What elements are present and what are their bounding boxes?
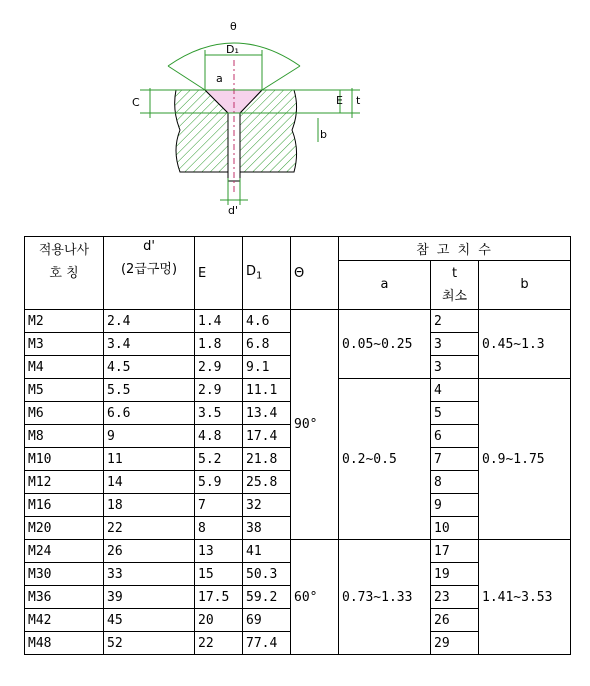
cell-e: 15 bbox=[195, 563, 243, 586]
cell-d-prime: 14 bbox=[104, 471, 195, 494]
countersink-drawing bbox=[0, 0, 590, 225]
cell-d1: 69 bbox=[243, 609, 291, 632]
cell-e: 7 bbox=[195, 494, 243, 517]
cell-theta-60: 60° bbox=[291, 540, 339, 655]
cell-e: 5.2 bbox=[195, 448, 243, 471]
c-label: C bbox=[132, 96, 140, 109]
cell-e: 1.8 bbox=[195, 333, 243, 356]
cell-name: M42 bbox=[25, 609, 104, 632]
cell-t: 6 bbox=[431, 425, 479, 448]
cell-a-group1: 0.05~0.25 bbox=[339, 310, 431, 379]
d1-label: D₁ bbox=[226, 43, 239, 56]
cell-t: 8 bbox=[431, 471, 479, 494]
cell-d-prime: 11 bbox=[104, 448, 195, 471]
cell-t: 3 bbox=[431, 356, 479, 379]
cell-t: 2 bbox=[431, 310, 479, 333]
cell-t: 19 bbox=[431, 563, 479, 586]
header-a: a bbox=[339, 260, 431, 309]
cell-t: 5 bbox=[431, 402, 479, 425]
cell-name: M5 bbox=[25, 379, 104, 402]
cell-e: 2.9 bbox=[195, 379, 243, 402]
header-theta: Θ bbox=[291, 237, 339, 310]
cell-e: 2.9 bbox=[195, 356, 243, 379]
cell-d1: 59.2 bbox=[243, 586, 291, 609]
cell-d-prime: 6.6 bbox=[104, 402, 195, 425]
table-row bbox=[25, 310, 571, 333]
cell-t: 26 bbox=[431, 609, 479, 632]
header-b: b bbox=[479, 260, 571, 309]
cell-name: M10 bbox=[25, 448, 104, 471]
cell-t: 23 bbox=[431, 586, 479, 609]
cell-d-prime: 45 bbox=[104, 609, 195, 632]
header-e: E bbox=[195, 237, 243, 310]
cell-d-prime: 5.5 bbox=[104, 379, 195, 402]
cell-d-prime: 4.5 bbox=[104, 356, 195, 379]
cell-e: 13 bbox=[195, 540, 243, 563]
cell-d-prime: 33 bbox=[104, 563, 195, 586]
cell-d1: 9.1 bbox=[243, 356, 291, 379]
cell-b-group2: 0.9~1.75 bbox=[479, 379, 571, 540]
cell-d-prime: 52 bbox=[104, 632, 195, 655]
cell-name: M8 bbox=[25, 425, 104, 448]
cell-e: 20 bbox=[195, 609, 243, 632]
cell-d-prime: 39 bbox=[104, 586, 195, 609]
cell-d1: 4.6 bbox=[243, 310, 291, 333]
cell-d1: 77.4 bbox=[243, 632, 291, 655]
cell-name: M12 bbox=[25, 471, 104, 494]
header-screw-name: 적용나사 호 칭 bbox=[25, 237, 104, 310]
table-row bbox=[25, 540, 571, 563]
cell-name: M4 bbox=[25, 356, 104, 379]
cell-b-group3: 1.41~3.53 bbox=[479, 540, 571, 655]
cell-e: 1.4 bbox=[195, 310, 243, 333]
cell-d1: 50.3 bbox=[243, 563, 291, 586]
cell-e: 8 bbox=[195, 517, 243, 540]
cell-e: 17.5 bbox=[195, 586, 243, 609]
cell-b-group1: 0.45~1.3 bbox=[479, 310, 571, 379]
cell-d1: 38 bbox=[243, 517, 291, 540]
cell-name: M36 bbox=[25, 586, 104, 609]
cell-d1: 21.8 bbox=[243, 448, 291, 471]
cell-d1: 25.8 bbox=[243, 471, 291, 494]
cell-name: M6 bbox=[25, 402, 104, 425]
cell-d1: 6.8 bbox=[243, 333, 291, 356]
cell-d1: 41 bbox=[243, 540, 291, 563]
header-reference-dimensions: 참 고 치 수 bbox=[339, 237, 571, 261]
cell-d-prime: 22 bbox=[104, 517, 195, 540]
cell-d-prime: 9 bbox=[104, 425, 195, 448]
b-label: b bbox=[320, 128, 327, 141]
header-d-prime: d' (2급구멍) bbox=[104, 237, 195, 310]
cell-e: 4.8 bbox=[195, 425, 243, 448]
a-label: a bbox=[216, 72, 223, 85]
cell-t: 7 bbox=[431, 448, 479, 471]
header-d1: $D_1$ bbox=[243, 237, 291, 310]
cell-d-prime: 18 bbox=[104, 494, 195, 517]
countersink-dimension-table bbox=[24, 236, 571, 655]
cell-a-group3: 0.73~1.33 bbox=[339, 540, 431, 655]
cell-t: 3 bbox=[431, 333, 479, 356]
cell-name: M16 bbox=[25, 494, 104, 517]
cell-e: 22 bbox=[195, 632, 243, 655]
cell-d1: 11.1 bbox=[243, 379, 291, 402]
cell-a-group2: 0.2~0.5 bbox=[339, 379, 431, 540]
e-label: E bbox=[336, 94, 343, 107]
cell-e: 5.9 bbox=[195, 471, 243, 494]
cell-theta-90: 90° bbox=[291, 310, 339, 540]
cell-name: M20 bbox=[25, 517, 104, 540]
cell-name: M3 bbox=[25, 333, 104, 356]
cell-d1: 13.4 bbox=[243, 402, 291, 425]
cell-t: 29 bbox=[431, 632, 479, 655]
cell-d-prime: 2.4 bbox=[104, 310, 195, 333]
cell-t: 17 bbox=[431, 540, 479, 563]
cell-e: 3.5 bbox=[195, 402, 243, 425]
t-label: t bbox=[356, 94, 361, 107]
cell-name: M2 bbox=[25, 310, 104, 333]
cell-name: M30 bbox=[25, 563, 104, 586]
cell-t: 4 bbox=[431, 379, 479, 402]
cell-d1: 17.4 bbox=[243, 425, 291, 448]
cell-d1: 32 bbox=[243, 494, 291, 517]
cell-t: 10 bbox=[431, 517, 479, 540]
cell-t: 9 bbox=[431, 494, 479, 517]
theta-label: θ bbox=[230, 20, 237, 33]
cell-name: M48 bbox=[25, 632, 104, 655]
header-t-min: t 최소 bbox=[431, 260, 479, 309]
cell-name: M24 bbox=[25, 540, 104, 563]
cell-d-prime: 26 bbox=[104, 540, 195, 563]
cell-d-prime: 3.4 bbox=[104, 333, 195, 356]
d-prime-label: d' bbox=[228, 204, 239, 217]
